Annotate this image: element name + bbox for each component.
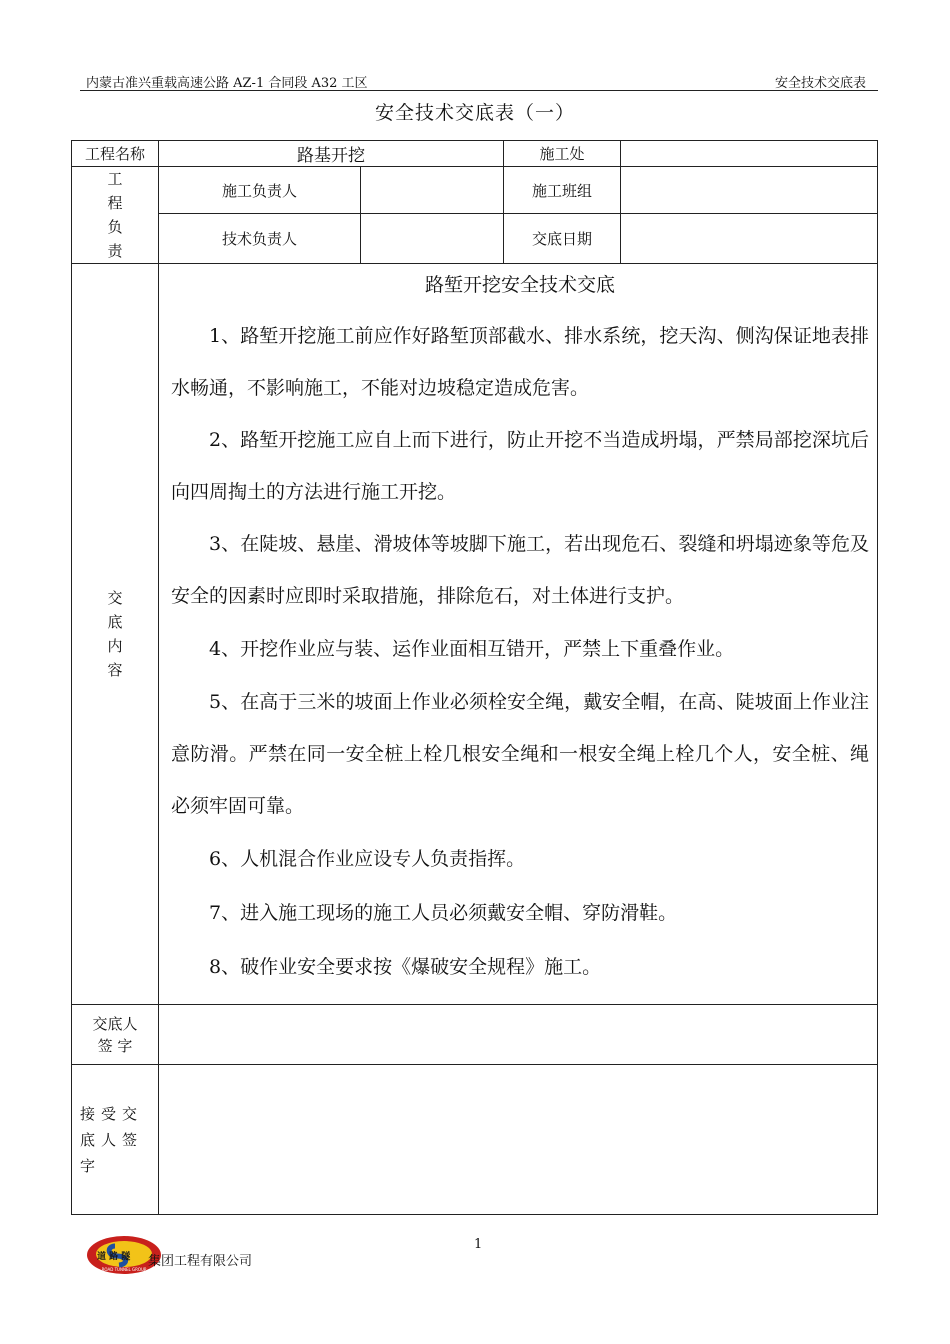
content-item-5: 5、在高于三米的坡面上作业必须栓安全绳，戴安全帽，在高、陡坡面上作业注意防滑。严禁在同一安全桩上栓几根安全绳和一根安全绳上栓几个人，安全桩、绳必须牢固可靠。 (171, 691, 869, 817)
page-number: 1 (474, 1237, 483, 1252)
construction-site-value[interactable] (621, 141, 878, 167)
tech-lead-value[interactable] (361, 214, 504, 264)
content-item-3: 3、在陡坡、悬崖、滑坡体等坡脚下施工，若出现危石、裂缝和坍塌迹象等危及安全的因素时应即时采取措施，排除危石，对土体进行支护。 (171, 533, 869, 607)
content-item-8: 8、破作业安全要求按《爆破安全规程》施工。 (209, 956, 602, 978)
construction-lead-label: 施工负责人 (159, 167, 361, 214)
handover-sign-field[interactable] (159, 1005, 878, 1065)
construction-lead-value[interactable] (361, 167, 504, 214)
content-item-2: 2、路堑开挖施工应自上而下进行，防止开挖不当造成坍塌，严禁局部挖深坑后向四周掏土的方法进行施工开挖。 (171, 429, 869, 503)
company-name: 集团工程有限公司 (148, 1254, 253, 1269)
content-item-1: 1、路堑开挖施工前应作好路堑顶部截水、排水系统，挖天沟、侧沟保证地表排水畅通，不影响施工，不能对边坡稳定造成危害。 (171, 325, 869, 399)
page-header (80, 70, 878, 91)
project-owner-label (72, 167, 159, 264)
logo-text: 道 路 隧 (97, 1252, 131, 1262)
tech-lead-label: 技术负责人 (159, 214, 361, 264)
content-title: 路堑开挖安全技术交底 (424, 274, 615, 296)
page-title: 安全技术交底表（一） (374, 102, 575, 124)
construction-site-label: 施工处 (504, 141, 621, 167)
receiver-sign-label: 接受交底人签字 (80, 1104, 144, 1175)
project-owner-label-text: 工 程 负 责 (107, 170, 137, 260)
content-label-cell (72, 264, 159, 1005)
handover-sign-label-cell (72, 1005, 159, 1065)
handover-date-label: 交底日期 (504, 214, 621, 264)
receiver-sign-label-cell (72, 1065, 159, 1215)
project-name-value: 路基开挖 (159, 141, 504, 167)
logo-subtext: ROAD TUNNEL GROUP (101, 1267, 147, 1272)
handover-sign-label: 交底人 签 字 (92, 1014, 138, 1055)
project-name-label: 工程名称 (72, 141, 159, 167)
content-cell (159, 264, 878, 1005)
content-item-6: 6、人机混合作业应设专人负责指挥。 (209, 848, 526, 870)
content-label: 交 底 内 容 (107, 589, 131, 679)
header-project-name: 内蒙古准兴重载高速公路 AZ-1 合同段 A32 工区 (86, 76, 368, 91)
content-item-4: 4、开挖作业应与装、运作业面相互错开，严禁上下重叠作业。 (209, 638, 735, 660)
handover-form-table (71, 140, 878, 1215)
receiver-sign-field[interactable] (159, 1065, 878, 1215)
header-form-name: 安全技术交底表 (774, 76, 866, 91)
construction-team-label: 施工班组 (504, 167, 621, 214)
content-item-7: 7、进入施工现场的施工人员必须戴安全帽、穿防滑鞋。 (209, 902, 678, 924)
construction-team-value[interactable] (621, 167, 878, 214)
handover-date-value[interactable] (621, 214, 878, 264)
